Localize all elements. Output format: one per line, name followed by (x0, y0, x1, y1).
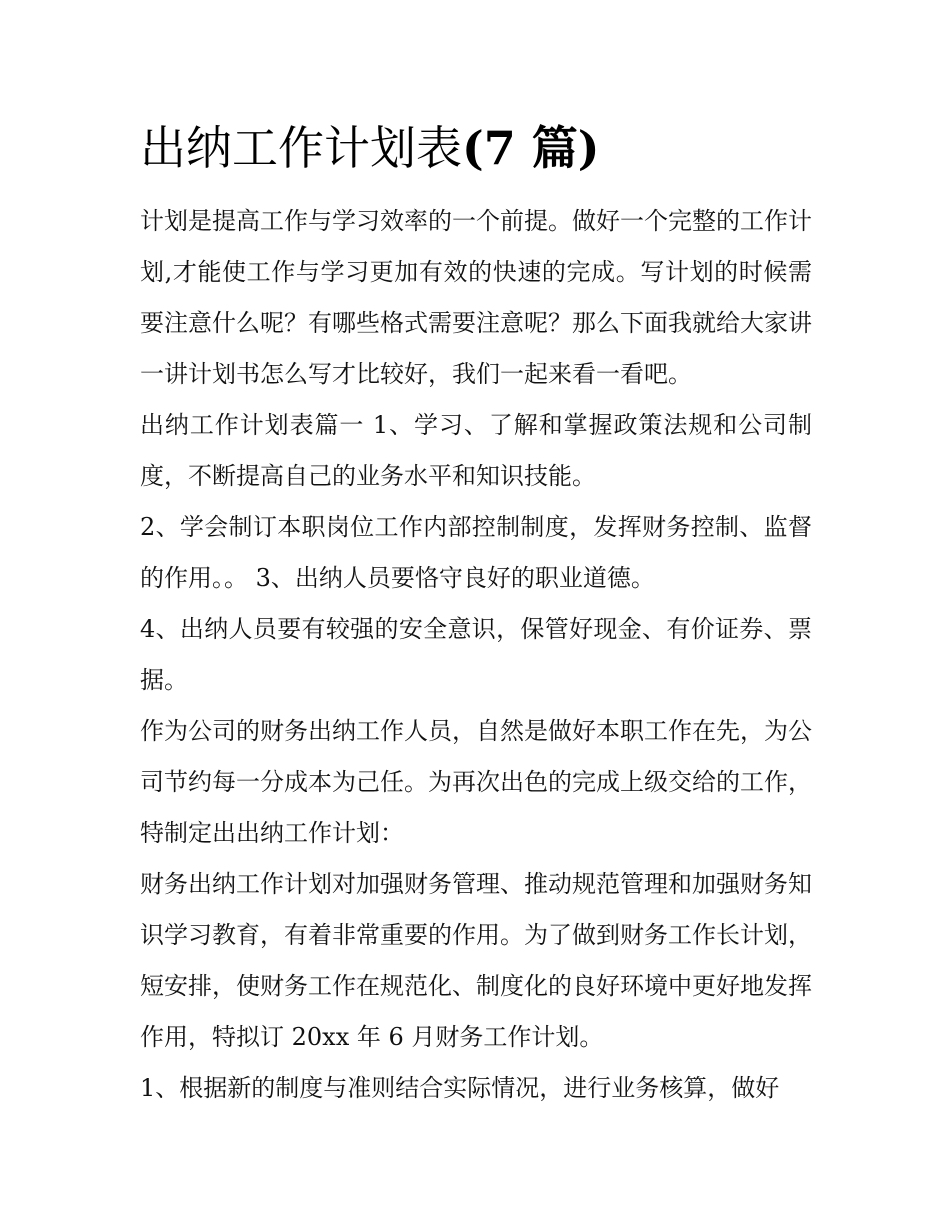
paragraph-1: 出纳工作计划表篇一 1、学习、了解和掌握政策法规和公司制度，不断提高自己的业务水平和知识技能。 (140, 411, 812, 490)
paragraph-intro: 计划是提高工作与学习效率的一个前提。做好一个完整的工作计划,才能使工作与学习更加有效的快速的完成。写计划的时候需要注意什么呢？有哪些格式需要注意呢？那么下面我就给大家讲一讲计划书怎么写才比较好，我们一起来看一看吧。 (140, 207, 812, 388)
paragraph-4: 作为公司的财务出纳工作人员，自然是做好本职工作在先，为公司节约每一分成本为己任。为再次出色的完成上级交给的工作，特制定出出纳工作计划： (140, 717, 812, 847)
document-title (140, 112, 600, 184)
paragraph-6: 1、根据新的制度与准则结合实际情况，进行业务核算，做好 (140, 1074, 780, 1102)
paragraph-2: 2、学会制订本职岗位工作内部控制制度，发挥财务控制、监督的作用。。 3、出纳人员要恪守良好的职业道德。 (140, 513, 812, 592)
paragraph-5: 财务出纳工作计划对加强财务管理、推动规范管理和加强财务知识学习教育，有着非常重要的作用。为了做到财务工作长计划，短安排，使财务工作在规范化、制度化的良好环境中更好地发挥作用，特拟订 20xx 年 6 月财务工作计划。 (140, 870, 812, 1051)
title-suffix: (7 篇) (462, 121, 600, 175)
paragraph-3: 4、出纳人员要有较强的安全意识，保管好现金、有价证券、票据。 (140, 615, 812, 694)
document-body (140, 196, 812, 1114)
title-text: 出纳工作计划表 (140, 121, 462, 175)
